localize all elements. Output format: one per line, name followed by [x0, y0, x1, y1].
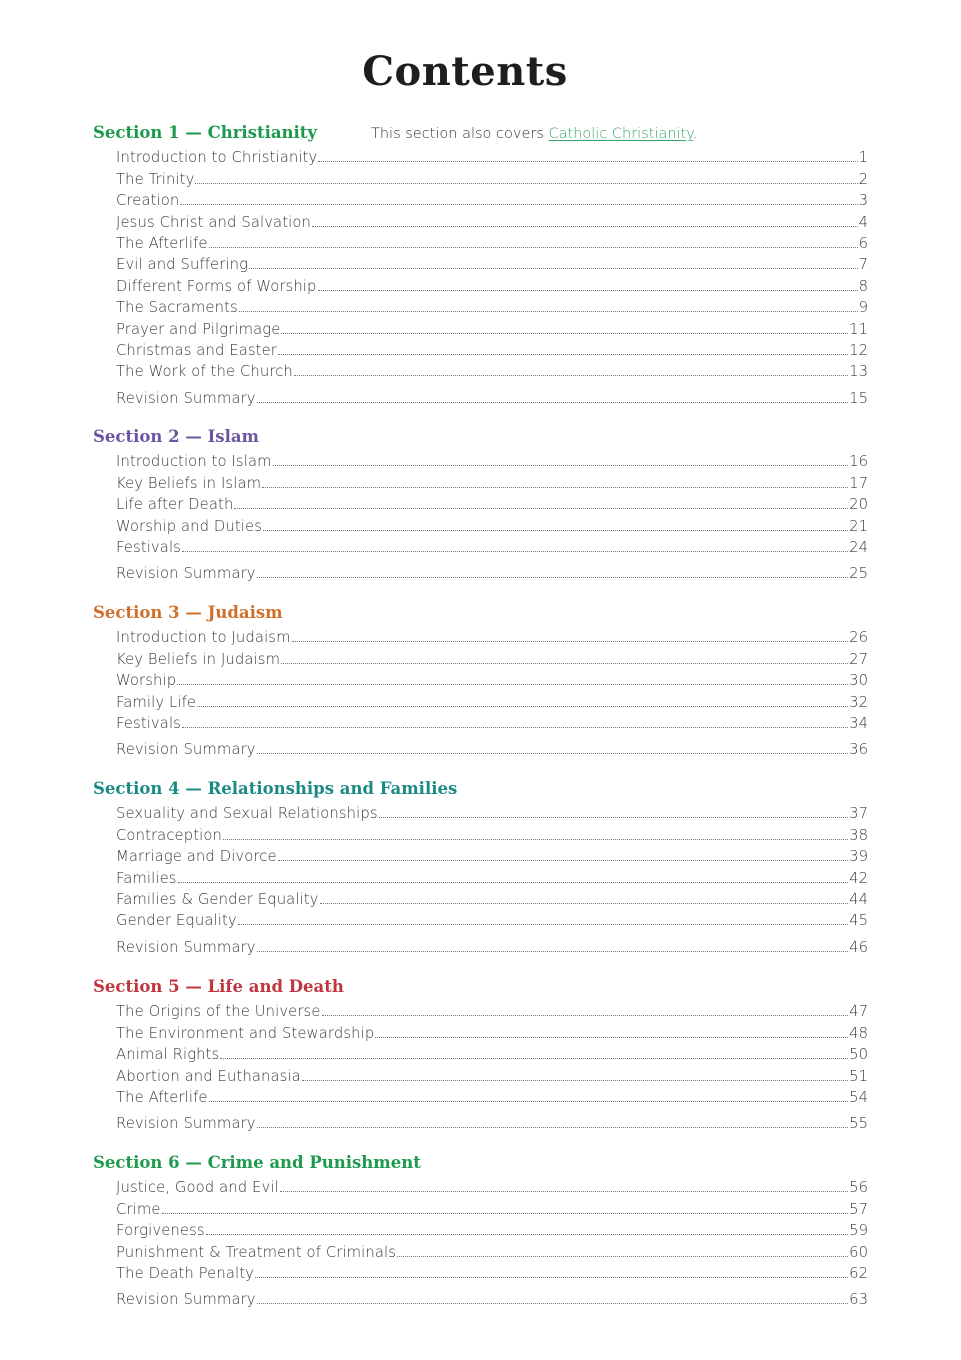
section-header	[93, 977, 868, 999]
dot-leader	[278, 859, 848, 861]
dot-leader	[257, 1126, 849, 1128]
dot-leader	[209, 1100, 849, 1102]
section-relationships-and-families	[93, 779, 868, 956]
toc-entry[interactable]: Introduction to Islam 16	[116, 453, 868, 471]
dot-leader	[257, 1302, 849, 1304]
toc-entry[interactable]: Festivals 34	[116, 714, 868, 732]
toc-entry[interactable]: Animal Rights 50	[116, 1046, 868, 1064]
dot-leader	[294, 374, 848, 376]
toc-entry[interactable]: Different Forms of Worship 8	[116, 277, 868, 295]
page-title: Contents	[362, 48, 568, 95]
catholic-christianity-link[interactable]: Catholic Christianity	[548, 126, 693, 142]
section-heading[interactable]: Section 6 — Crime and Punishment	[93, 1153, 421, 1172]
section-islam	[93, 427, 868, 582]
toc-entry[interactable]: Introduction to Judaism 26	[116, 629, 868, 647]
dot-leader	[223, 838, 848, 840]
toc-entry[interactable]: Forgiveness 59	[116, 1222, 868, 1240]
dot-leader	[197, 705, 848, 707]
toc-entry[interactable]: Families 42	[116, 869, 868, 887]
dot-leader	[318, 160, 857, 162]
dot-leader	[312, 225, 858, 227]
toc-entry[interactable]: Gender Equality 45	[116, 912, 868, 930]
dot-leader	[273, 464, 849, 466]
toc-entry-revision-summary[interactable]: Revision Summary 46	[116, 938, 868, 956]
toc-entry[interactable]: The Trinity 2	[116, 170, 868, 188]
section-heading[interactable]: Section 5 — Life and Death	[93, 977, 344, 996]
section-christianity	[93, 123, 868, 407]
dot-leader	[292, 640, 849, 642]
dot-leader	[255, 1276, 848, 1278]
dot-leader	[180, 203, 857, 205]
dot-leader	[182, 726, 848, 728]
dot-leader	[238, 923, 848, 925]
dot-leader	[162, 1212, 849, 1214]
toc-entry[interactable]: Family Life 32	[116, 693, 868, 711]
toc-entry-revision-summary[interactable]: Revision Summary 15	[116, 389, 868, 407]
toc-entry-revision-summary[interactable]: Revision Summary 55	[116, 1115, 868, 1133]
dot-leader	[379, 816, 848, 818]
toc-entry[interactable]: The Environment and Stewardship 48	[116, 1024, 868, 1042]
dot-leader	[278, 353, 848, 355]
toc-entry[interactable]: Abortion and Euthanasia 51	[116, 1067, 868, 1085]
section-judaism	[93, 603, 868, 758]
dot-leader	[239, 310, 858, 312]
toc-entry[interactable]: Sexuality and Sexual Relationships 37	[116, 805, 868, 823]
dot-leader	[320, 902, 849, 904]
dot-leader	[263, 529, 848, 531]
toc-entry[interactable]: The Death Penalty 62	[116, 1264, 868, 1282]
dot-leader	[206, 1233, 848, 1235]
dot-leader	[195, 182, 857, 184]
section-heading[interactable]: Section 1 — Christianity	[93, 123, 317, 142]
dot-leader	[375, 1036, 848, 1038]
toc-entry[interactable]: Jesus Christ and Salvation 4	[116, 213, 868, 231]
toc-entry[interactable]: Festivals 24	[116, 538, 868, 556]
dot-leader	[318, 289, 858, 291]
toc-entry[interactable]: The Origins of the Universe 47	[116, 1003, 868, 1021]
section-header	[93, 603, 868, 625]
toc-entry[interactable]: Crime 57	[116, 1200, 868, 1218]
toc-entry[interactable]: Evil and Suffering 7	[116, 256, 868, 274]
toc-entry[interactable]: Introduction to Christianity 1	[116, 149, 868, 167]
section-header	[93, 1153, 868, 1175]
dot-leader	[281, 662, 848, 664]
toc-entry[interactable]: The Sacraments 9	[116, 299, 868, 317]
dot-leader	[209, 246, 858, 248]
dot-leader	[249, 267, 857, 269]
toc-entry[interactable]: Creation 3	[116, 192, 868, 210]
dot-leader	[397, 1255, 848, 1257]
toc-entry[interactable]: The Afterlife 54	[116, 1088, 868, 1106]
section-header	[93, 779, 868, 801]
toc-entry[interactable]: Worship 30	[116, 672, 868, 690]
dot-leader	[234, 507, 848, 509]
toc-entry[interactable]: Contraception 38	[116, 826, 868, 844]
section-crime-and-punishment	[93, 1153, 868, 1308]
dot-leader	[262, 486, 848, 488]
toc-entry[interactable]: Marriage and Divorce 39	[116, 848, 868, 866]
toc-entry[interactable]: Justice, Good and Evil 56	[116, 1179, 868, 1197]
section-life-and-death	[93, 977, 868, 1132]
section-heading[interactable]: Section 4 — Relationships and Families	[93, 779, 458, 798]
dot-leader	[322, 1014, 849, 1016]
dot-leader	[257, 401, 849, 403]
section-header	[93, 123, 868, 145]
toc-entry[interactable]: Key Beliefs in Judaism 27	[116, 650, 868, 668]
section-heading[interactable]: Section 2 — Islam	[93, 427, 259, 446]
dot-leader	[220, 1057, 848, 1059]
toc-entry[interactable]: Worship and Duties 21	[116, 517, 868, 535]
toc-entry[interactable]: Key Beliefs in Islam 17	[116, 474, 868, 492]
dot-leader	[257, 950, 849, 952]
toc-entry-revision-summary[interactable]: Revision Summary 36	[116, 741, 868, 759]
dot-leader	[178, 881, 849, 883]
toc-entry[interactable]: Christmas and Easter 12	[116, 341, 868, 359]
toc-entry[interactable]: Prayer and Pilgrimage 11	[116, 320, 868, 338]
toc-entry[interactable]: Punishment & Treatment of Criminals 60	[116, 1243, 868, 1261]
section-header	[93, 427, 868, 449]
toc-entry-revision-summary[interactable]: Revision Summary 63	[116, 1291, 868, 1309]
dot-leader	[257, 752, 849, 754]
dot-leader	[302, 1079, 848, 1081]
toc-entry[interactable]: Life after Death 20	[116, 496, 868, 514]
toc-entry[interactable]: The Work of the Church 13	[116, 363, 868, 381]
dot-leader	[182, 550, 848, 552]
dot-leader	[281, 332, 848, 334]
section-note: This section also covers Catholic Christianity.	[371, 126, 698, 142]
toc-entry[interactable]: The Afterlife 6	[116, 234, 868, 252]
toc-entry-revision-summary[interactable]: Revision Summary 25	[116, 565, 868, 583]
toc-entry[interactable]: Families & Gender Equality 44	[116, 890, 868, 908]
section-heading[interactable]: Section 3 — Judaism	[93, 603, 283, 622]
dot-leader	[257, 576, 849, 578]
dot-leader	[280, 1190, 848, 1192]
dot-leader	[177, 683, 848, 685]
